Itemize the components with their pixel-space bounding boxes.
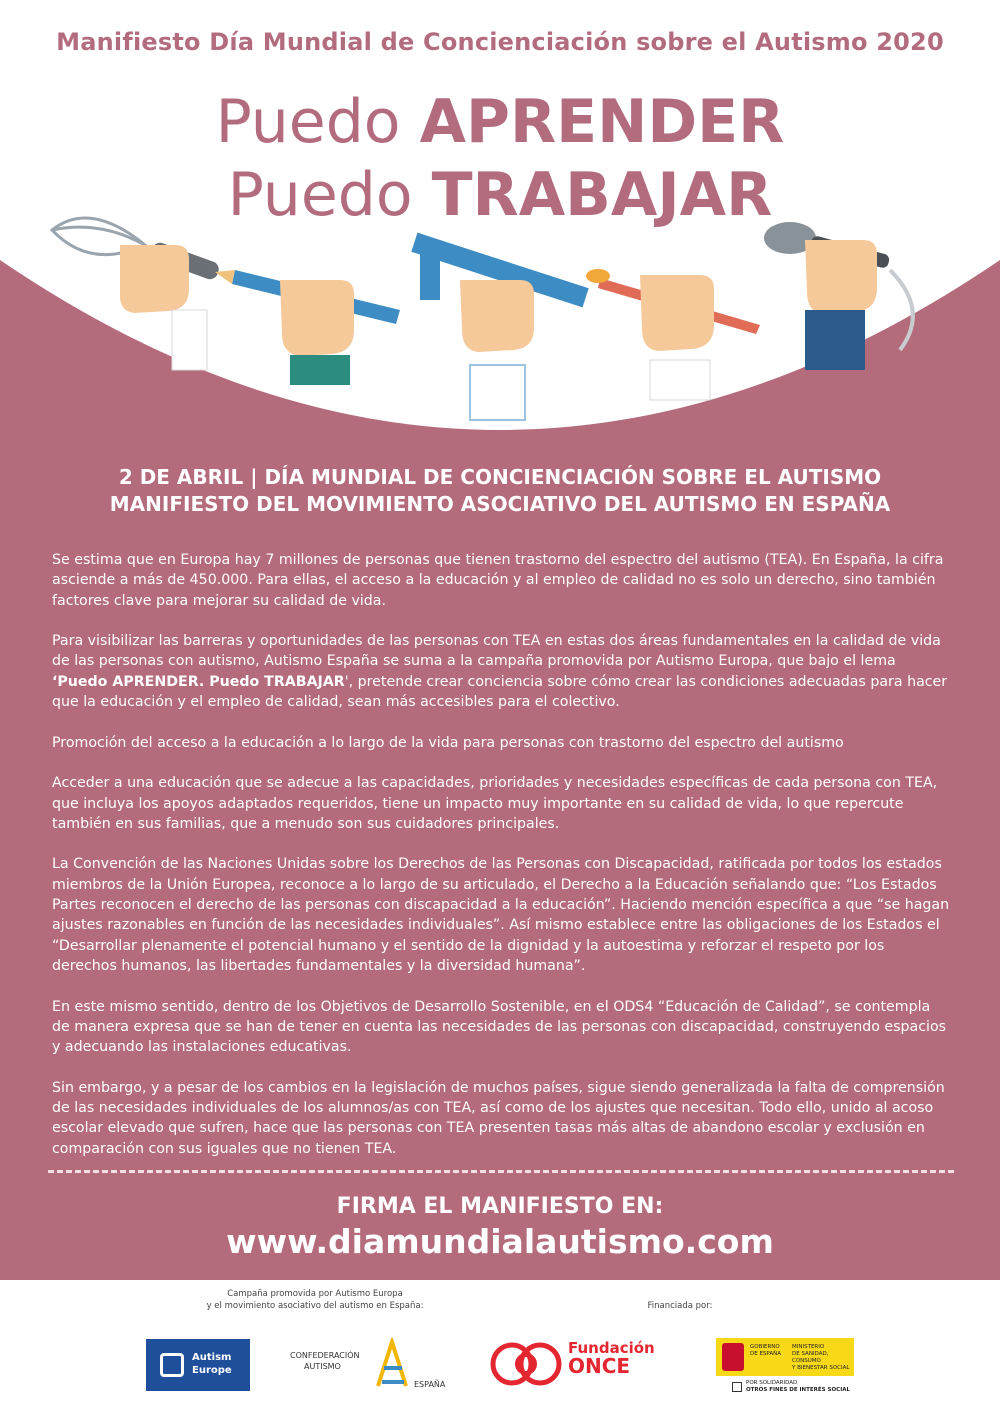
caliper-icon: [411, 233, 588, 420]
headline-work: Puedo TRABAJAR: [227, 160, 773, 230]
paragraph-3: Promoción del acceso a la educación a lo largo de la vida para personas con trastorno del espectro del autismo: [52, 734, 844, 751]
manifesto-supertitle: Manifiesto Día Mundial de Concienciación sobre el Autismo 2020: [56, 28, 944, 56]
paragraph-5: La Convención de las Naciones Unidas sobre los Derechos de las Personas con Discapacidad, ratificada por todos los estados miembros de la Unión Europea, reconoce a lo largo de su articulado, el Derecho a la Educación señalando que: “Los Estados Partes reconocen el derecho de las personas con discapacidad a la educación”. Haciendo mención específica a que “se hagan ajustes razonables en función de las necesidades individuales”. Así mismo establece entre las obligaciones de los Estados el “Desarrollar plenamente el potencial humano y el sentido de la dignidad y la autoestima y reforzar el respeto por los derechos humanos, las libertades fundamentales y la diversidad humana”.: [52, 856, 950, 974]
cta-label: FIRMA EL MANIFIESTO EN:: [336, 1194, 664, 1219]
autism-europe-mark-icon: [160, 1353, 184, 1377]
gobierno-espana-logo: GOBIERNO DE ESPAÑA MINISTERIO DE SANIDAD, CONSUMO Y BIENESTAR SOCIAL POR SOLIDARIDAD OTROS FINES DE INTERÉS SOCIAL: [716, 1338, 856, 1398]
checkbox-icon: [732, 1382, 742, 1392]
cta-url-link[interactable]: www.diamundialautismo.com: [226, 1222, 774, 1261]
raised-fists-illustration: [0, 200, 1000, 470]
paragraph-2: Para visibilizar las barreras y oportunidades de las personas con TEA en estas dos áreas fundamentales en la calidad de vida de las personas con autismo, Autismo España se suma a la campaña promovida por Autismo Europa, que bajo el lema ‘Puedo APRENDER. Puedo TRABAJAR', pretende crear conciencia sobre cómo crear las condiciones adecuadas para hacer que la educación y el empleo de calidad, sean más accesibles para el colectivo.: [52, 633, 948, 711]
pencil-icon: [215, 270, 400, 385]
section-heading: [0, 464, 1000, 518]
section-heading-line2: MANIFIESTO DEL MOVIMIENTO ASOCIATIVO DEL AUTISMO EN ESPAÑA: [109, 492, 891, 516]
autism-europe-logo: Autism Europe: [146, 1339, 250, 1391]
confederacion-autismo-logo: CONFEDERACIÓN AUTISMO ESPAÑA: [290, 1338, 460, 1394]
coat-of-arms-icon: [722, 1343, 744, 1371]
paragraph-1: Se estima que en Europa hay 7 millones de personas que tienen trastorno del espectro del autismo (TEA). En España, la cifra asciende a más de 450.000. Para ellas, el acceso a la educación y al empleo de calidad no es solo un derecho, sino también factores clave para mejorar su calidad de vida.: [52, 552, 944, 609]
paragraph-6: En este mismo sentido, dentro de los Objetivos de Desarrollo Sostenible, en el ODS4 “Educación de Calidad”, se contempla de manera expresa que se han de tener en cuenta las necesidades de las personas con discapacidad, construyendo espacios y adecuando las instalaciones educativas.: [52, 998, 947, 1056]
autismo-espana-mark-icon: [372, 1338, 412, 1390]
paintbrush-icon: [586, 269, 760, 400]
funded-by-text: Financiada por:: [647, 1301, 713, 1311]
promoted-by-text: Campaña promovida por Autismo Europa y el movimiento asociativo del autismo en España:: [206, 1289, 424, 1311]
manifesto-body: [52, 550, 952, 1159]
paragraph-7: Sin embargo, y a pesar de los cambios en la legislación de muchos países, sigue siendo generalizada la falta de comprensión de las necesidades individuales de los alumnos/as con TEA, así como de los ajustes que necesitan. Todo ello, unido al acoso escolar elevado que sufren, hace que las personas con TEA presenten tasas más altas de abandono escolar y exclusión en comparación con sus iguales que no tienen TEA.: [52, 1079, 945, 1157]
dashed-divider: [48, 1170, 954, 1173]
once-rings-icon: [490, 1339, 562, 1389]
footer: [0, 1280, 1000, 1414]
section-heading-line1: 2 DE ABRIL | DÍA MUNDIAL DE CONCIENCIACIÓN SOBRE EL AUTISMO: [118, 465, 882, 489]
fundacion-once-logo: Fundación ONCE: [490, 1335, 670, 1395]
headline-learn: Puedo APRENDER: [215, 87, 785, 157]
paragraph-4: Acceder a una educación que se adecue a las capacidades, prioridades y necesidades específicas de cada persona con TEA, que incluya los apoyos adaptados requeridos, tiene un impacto muy importante en su calidad de vida, lo que repercute también en sus familias, que a menudo son sus cuidadores principales.: [52, 775, 938, 832]
